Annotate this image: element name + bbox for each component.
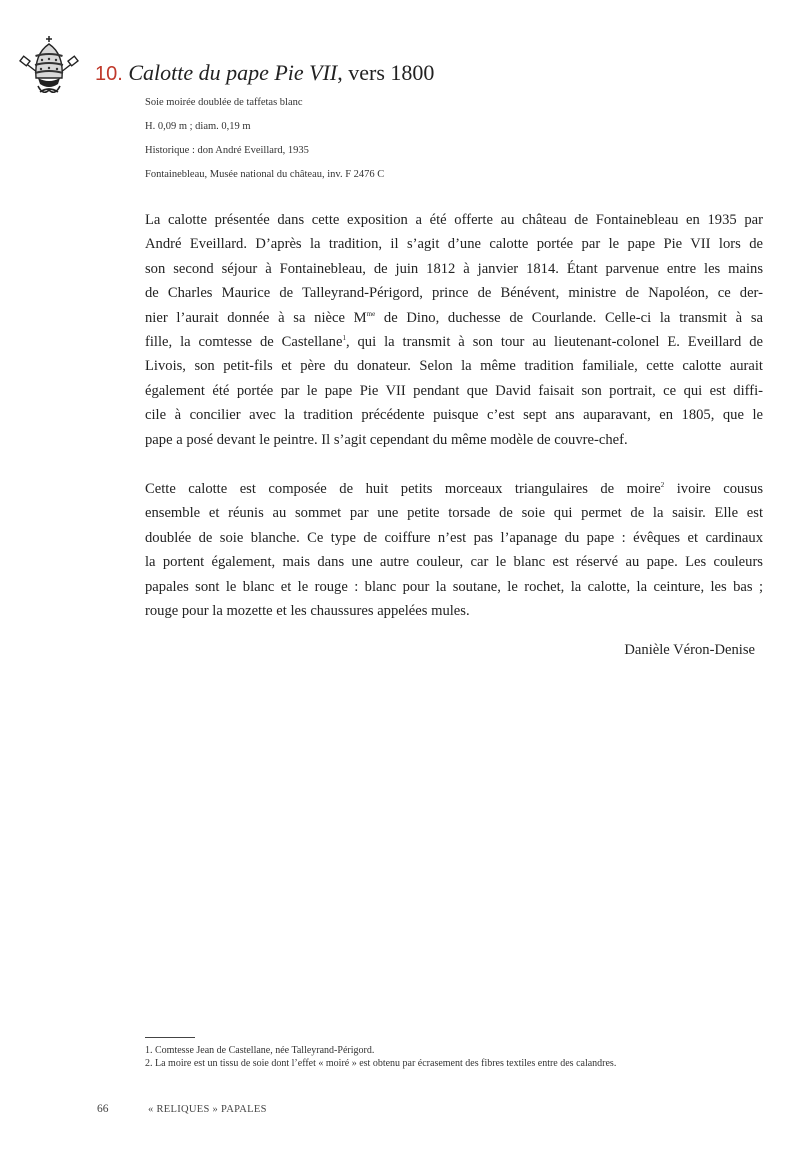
footnote-1: 1. Comtesse Jean de Castellane, née Talleyrand-Périgord. xyxy=(145,1045,375,1056)
meta-dimensions: H. 0,09 m ; diam. 0,19 m xyxy=(145,121,251,132)
footnote-ref-1[interactable]: 1 xyxy=(342,333,346,342)
meta-history: Historique : don André Eveillard, 1935 xyxy=(145,145,309,156)
entry-title-italic: Calotte du pape Pie VII xyxy=(128,60,338,85)
footnote-2: 2. La moire est un tissu de soie dont l’effet « moiré » est obtenu par écrasement des fibres textiles entre des calandres. xyxy=(145,1058,617,1069)
text-segment: ivoire cousus xyxy=(664,481,763,497)
text-line: La calotte présentée dans cette exposition a été offerte au château de Fontainebleau en 1935 par xyxy=(145,212,763,228)
text-segment: nier l’aurait donnée à sa nièce M xyxy=(145,309,367,326)
text-line: la portent également, mais dans une autre couleur, car le blanc est réservé au pape. Les couleurs xyxy=(145,554,763,571)
text-segment: Cette calotte est composée de huit petits morceaux triangulaires de moire xyxy=(145,481,661,497)
text-line xyxy=(145,477,763,501)
text-line: doublée de soie blanche. Ce type de coiffure n’est pas l’apanage du pape : évêques et cardinaux xyxy=(145,529,763,546)
author-signature: Danièle Véron-Denise xyxy=(624,642,755,658)
page-number: 66 xyxy=(97,1103,109,1115)
text-line: Livois, son petit-fils et père du donateur. Selon la même tradition familiale, cette calotte aurait xyxy=(145,358,763,375)
text-line: rouge pour la mozette et les chaussures appelées mules. xyxy=(145,602,470,619)
paragraph-2 xyxy=(145,477,763,623)
entry-title-date: , vers 1800 xyxy=(337,60,435,85)
text-line: de Charles Maurice de Talleyrand-Périgord, prince de Bénévent, ministre de Napoléon, ce der- xyxy=(145,285,763,302)
text-line: son second séjour à Fontainebleau, de juin 1812 à janvier 1814. Étant parvenue entre les mains xyxy=(145,260,763,277)
footnote-ref-2[interactable]: 2 xyxy=(660,481,665,489)
superscript-me: me xyxy=(366,309,376,318)
text-line xyxy=(145,330,763,354)
entry-number: 10. xyxy=(95,63,123,85)
text-line: papales sont le blanc et le rouge : blanc pour la soutane, le rochet, la calotte, la ceinture, les bas ; xyxy=(145,578,763,595)
running-title: « RELIQUES » PAPALES xyxy=(148,1104,267,1115)
text-line: ensemble et réunis au sommet par une petite torsade de soie qui permet de la saisir. Elle est xyxy=(145,505,763,522)
text-segment: , qui la transmit à son tour au lieutenant-colonel E. Eveillard de xyxy=(345,333,763,350)
text-line: pape a posé devant le peintre. Il s’agit cependant du même modèle de couvre-chef. xyxy=(145,431,628,448)
text-segment: fille, la comtesse de Castellane xyxy=(145,333,343,350)
entry-title xyxy=(95,60,434,87)
text-line: André Eveillard. D’après la tradition, il s’agit d’une calotte portée par le pape Pie VII lors de xyxy=(145,236,763,253)
paragraph-1 xyxy=(145,208,763,452)
text-line xyxy=(145,306,763,330)
meta-material: Soie moirée doublée de taffetas blanc xyxy=(145,97,303,108)
text-line: cile à concilier avec la tradition précédente puisque c’est sept ans auparavant, en 1805, que le xyxy=(145,407,763,424)
text-line: également été portée par le pape Pie VII pendant que David faisait son portrait, ce qui est diffi- xyxy=(145,382,763,399)
papal-tiara-emblem-icon xyxy=(18,32,80,98)
meta-location: Fontainebleau, Musée national du château, inv. F 2476 C xyxy=(145,169,385,180)
footnote-divider xyxy=(145,1037,195,1038)
text-segment: de Dino, duchesse de Courlande. Celle-ci la transmit à sa xyxy=(375,309,763,326)
